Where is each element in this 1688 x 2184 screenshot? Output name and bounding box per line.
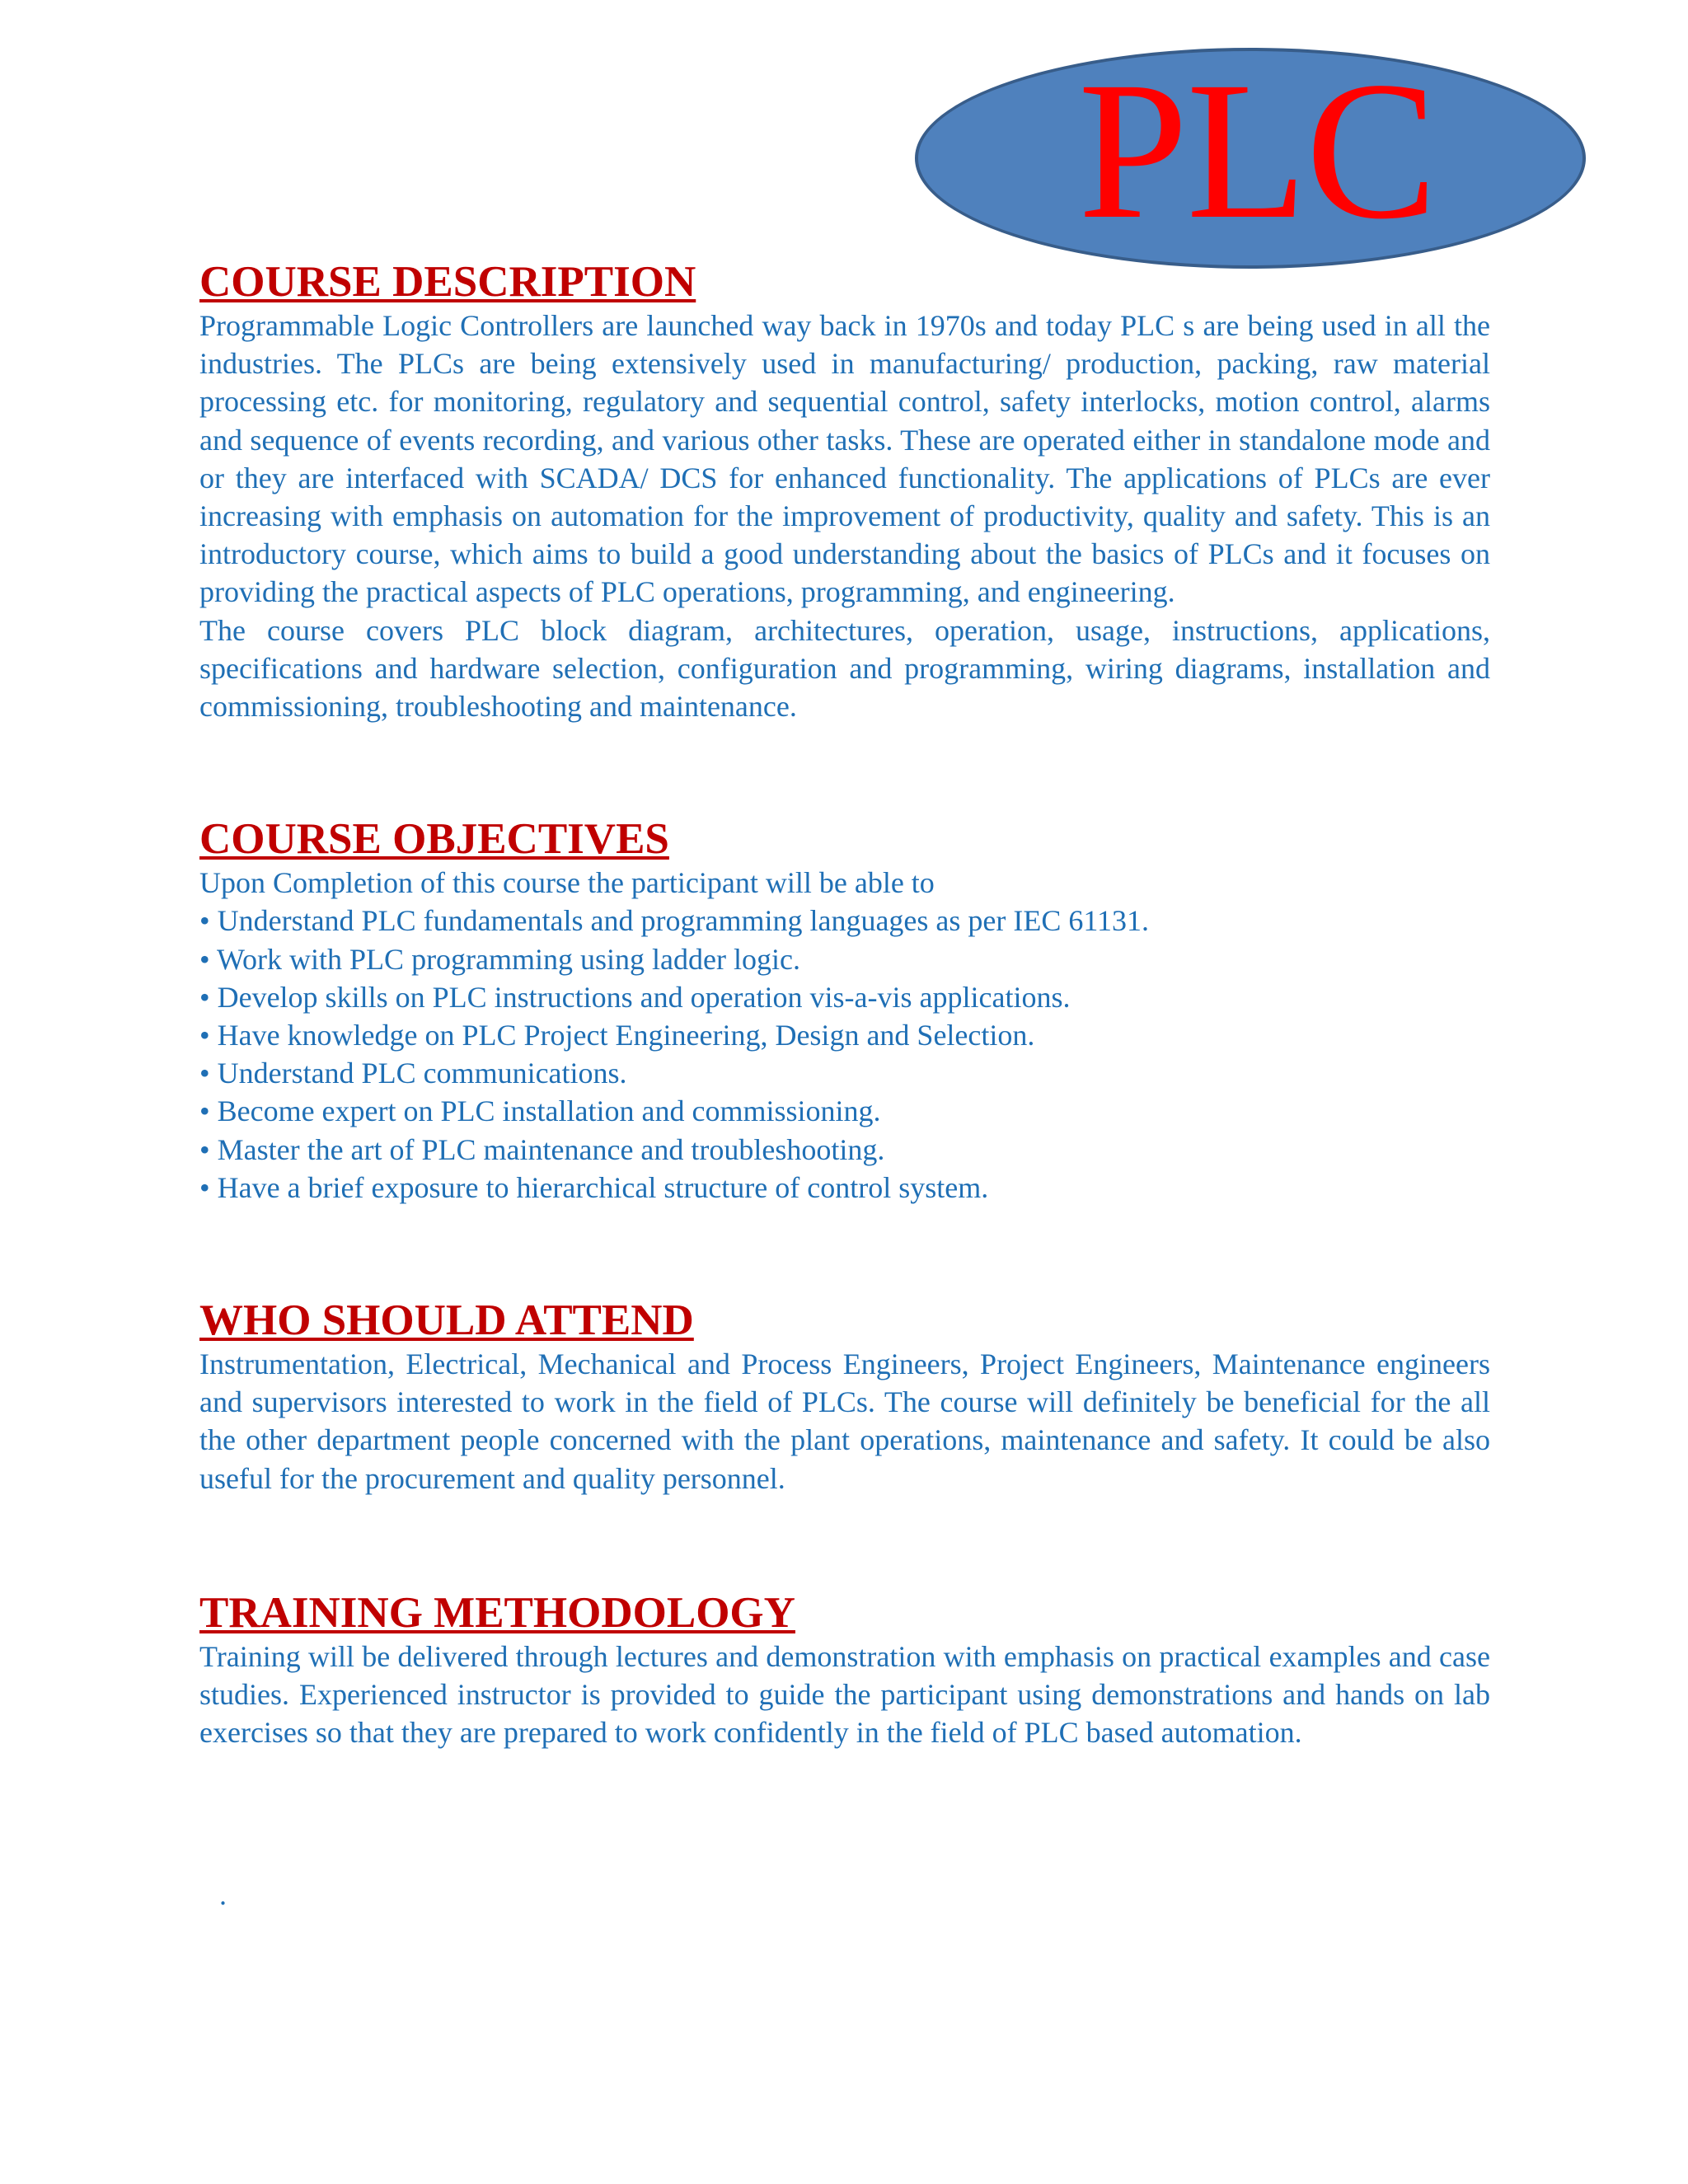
course-objectives-title: COURSE OBJECTIVES: [199, 815, 669, 864]
training-methodology-title: TRAINING METHODOLOGY: [199, 1588, 795, 1637]
objective-item: • Have knowledge on PLC Project Engineering, Design and Selection.: [199, 1019, 1035, 1052]
who-should-attend-text: Instrumentation, Electrical, Mechanical and Process Engineers, Project Engineers, Maintenance engineers and supervisors interested to work in the field of PLCs. The course will definitely be beneficial for the all the other department people concerned with the plant operations, maintenance and safety. It could be also useful for the procurement and quality personnel.: [199, 1347, 1490, 1495]
training-methodology-text: Training will be delivered through lectures and demonstration with emphasis on practical examples and case studies. Experienced instructor is provided to guide the participant using demonstrations and hands on lab exercises so that they are prepared to work confidently in the field of PLC based automation.: [199, 1639, 1490, 1750]
objective-item: • Understand PLC fundamentals and programming languages as per IEC 61131.: [199, 904, 1150, 938]
who-should-attend-section: [199, 1296, 1490, 1497]
course-objectives-section: [199, 814, 1490, 1207]
objective-item: • Become expert on PLC installation and commissioning.: [199, 1094, 881, 1128]
course-description-paragraph-1: Programmable Logic Controllers are launched way back in 1970s and today PLC s are being used in all the industries. The PLCs are being extensively used in manufacturing/ production, packing, raw material processing etc. for monitoring, regulatory and sequential control, safety interlocks, motion control, alarms and sequence of events recording, and various other tasks. These are operated either in standalone mode and or they are interfaced with SCADA/ DCS for enhanced functionality. The applications of PLCs are ever increasing with emphasis on automation for the improvement of productivity, quality and safety. This is an introductory course, which aims to build a good understanding about the basics of PLCs and it focuses on providing the practical aspects of PLC operations, programming, and engineering.: [199, 309, 1490, 609]
objective-item: • Understand PLC communications.: [199, 1057, 627, 1090]
objective-item: • Have a brief exposure to hierarchical structure of control system.: [199, 1170, 989, 1204]
course-objectives-intro: Upon Completion of this course the participant will be able to: [199, 866, 935, 900]
course-description-paragraph-2: The course covers PLC block diagram, architectures, operation, usage, instructions, applications, specifications and hardware selection, configuration and programming, wiring diagrams, installation and commissioning, troubleshooting and maintenance.: [199, 613, 1490, 724]
plc-logo-text: PLC: [1078, 40, 1437, 260]
course-description-title: COURSE DESCRIPTION: [199, 258, 696, 306]
who-should-attend-title: WHO SHOULD ATTEND: [199, 1296, 694, 1345]
objective-item: • Develop skills on PLC instructions and operation vis-a-vis applications.: [199, 980, 1071, 1014]
objective-item: • Master the art of PLC maintenance and troubleshooting.: [199, 1132, 885, 1166]
course-content: [199, 257, 1490, 1751]
footer-dot: .: [219, 1878, 227, 1911]
course-description-section: [199, 257, 1490, 725]
objectives-list: [199, 902, 1490, 1207]
training-methodology-section: [199, 1588, 1490, 1752]
objective-item: • Work with PLC programming using ladder logic.: [199, 942, 800, 976]
